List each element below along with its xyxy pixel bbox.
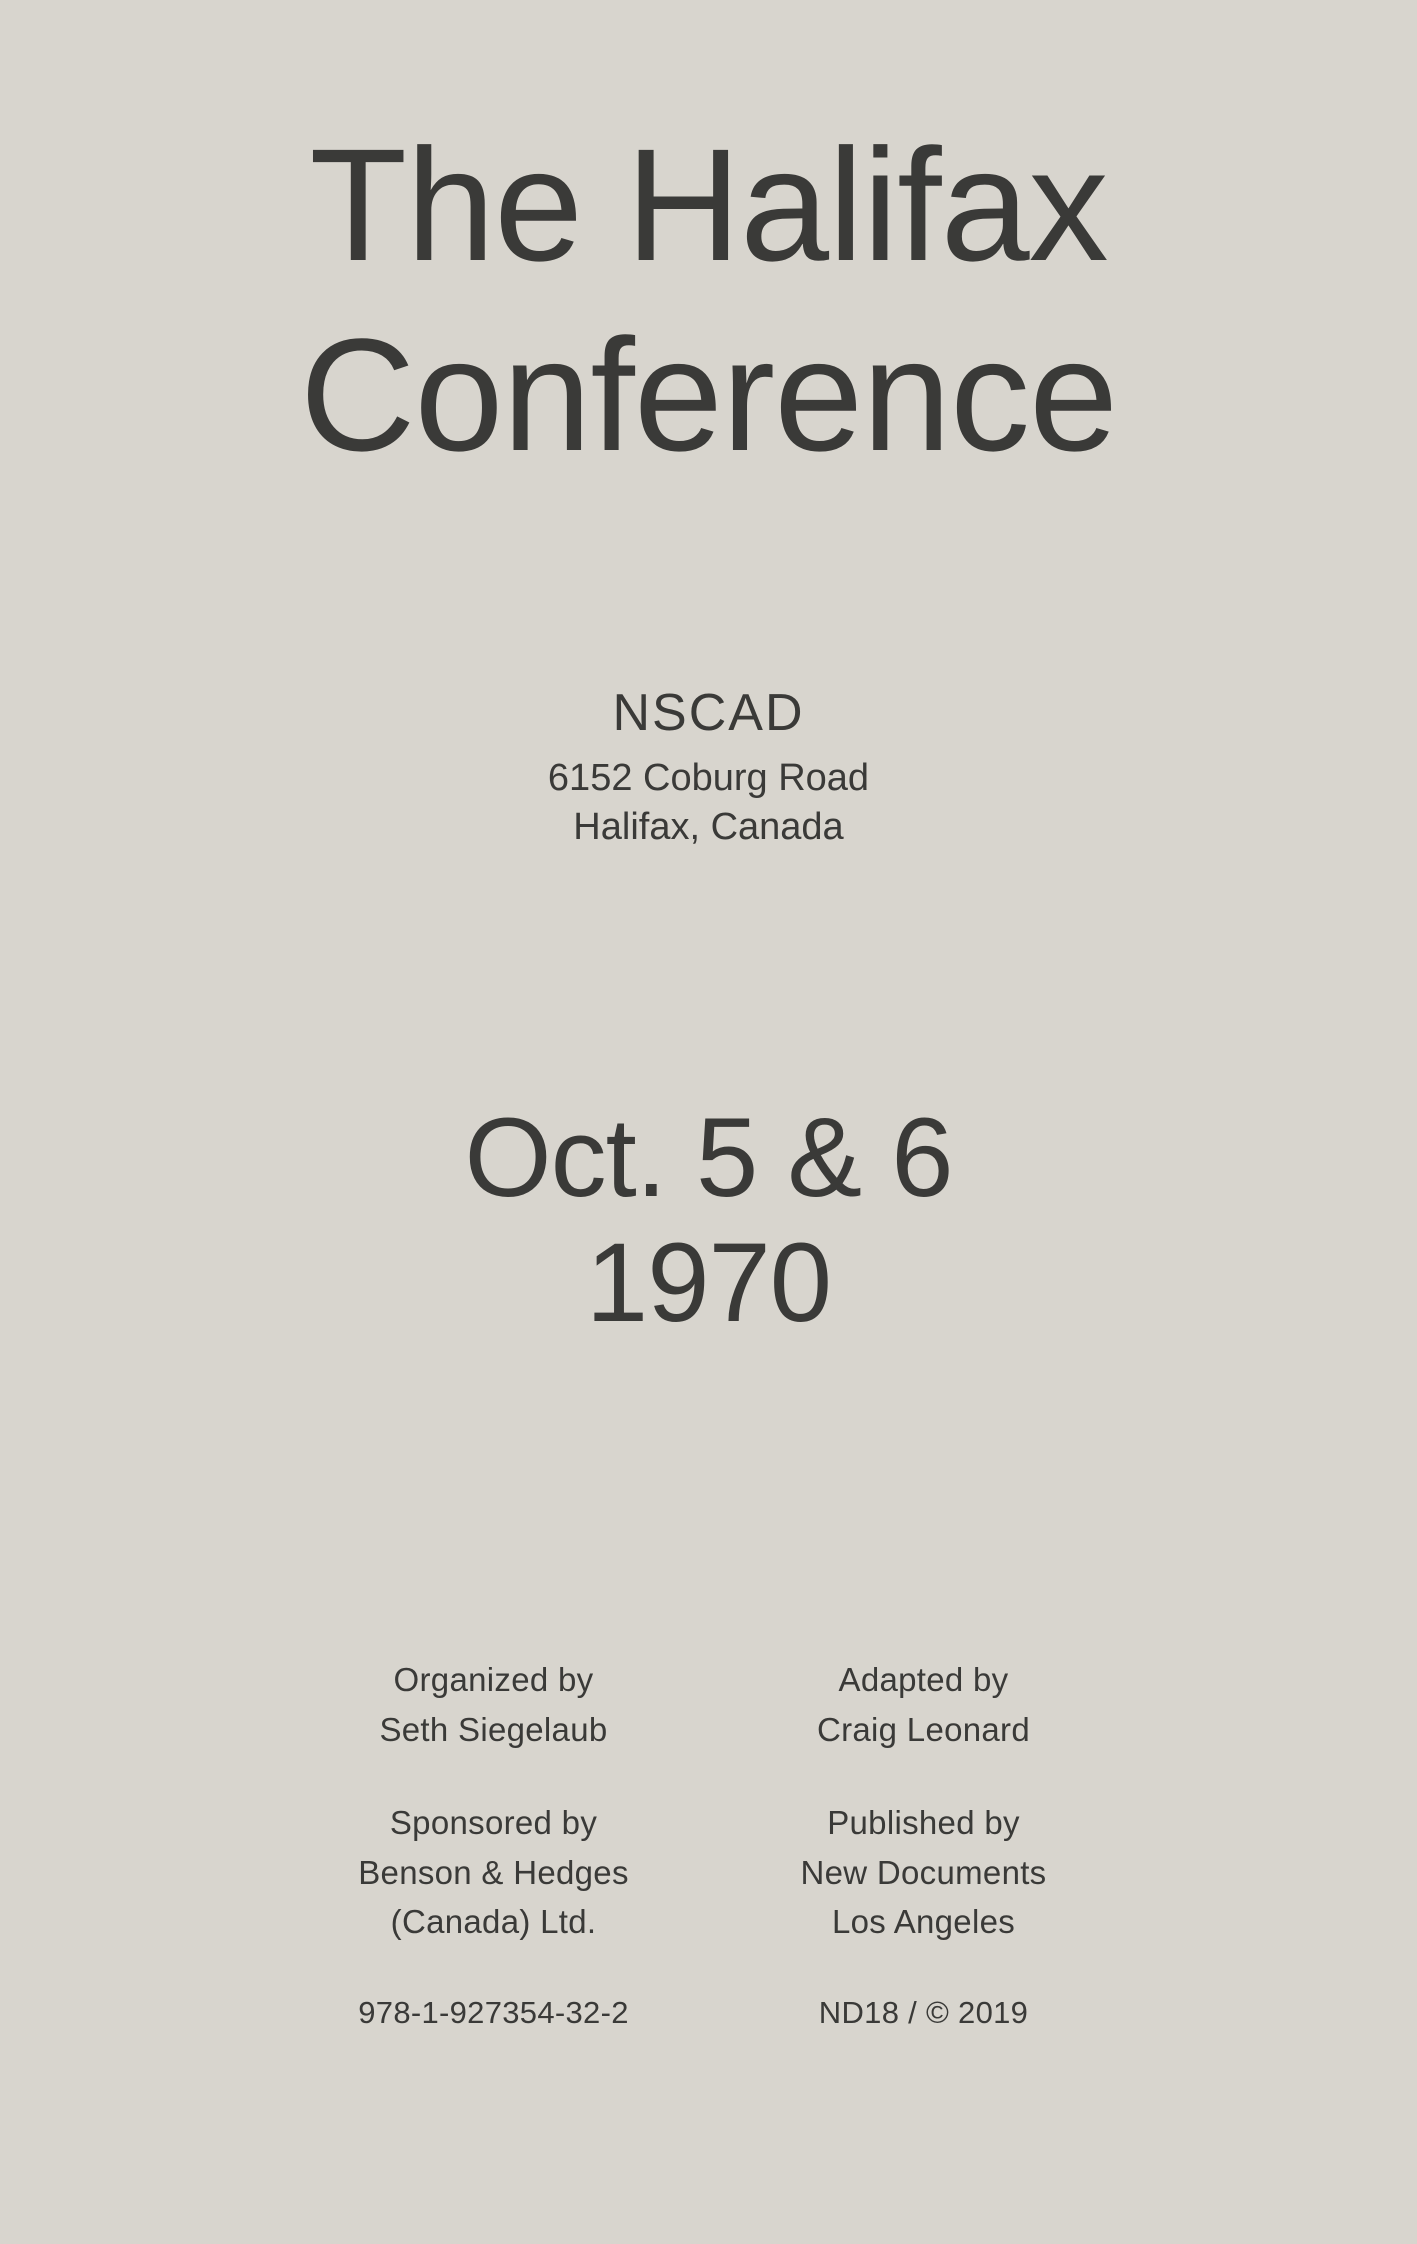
credits-column-left — [324, 1655, 664, 2034]
adapted-by-name: Craig Leonard — [816, 1710, 1031, 1748]
isbn-number: 978-1-927354-32-2 — [358, 1994, 629, 2030]
venue-address: 6152 Coburg Road — [547, 757, 870, 800]
date-line-2: 1970 — [585, 1220, 832, 1346]
credit-group-isbn — [324, 1991, 664, 2034]
published-by-name-1: New Documents — [800, 1853, 1047, 1891]
published-by-name-2: Los Angeles — [831, 1903, 1016, 1940]
published-by-label: Published by — [827, 1804, 1020, 1841]
credits-section — [0, 1655, 1417, 2034]
sponsored-by-label: Sponsored by — [389, 1804, 598, 1841]
venue-city: Halifax, Canada — [573, 805, 844, 848]
page-title-line-1: The Halifax — [309, 115, 1108, 294]
sponsored-by-name-2: (Canada) Ltd. — [390, 1903, 597, 1940]
date-line-1: Oct. 5 & 6 — [464, 1095, 953, 1220]
venue-block — [0, 685, 1417, 851]
organized-by-name: Seth Siegelaub — [379, 1710, 608, 1748]
credit-group-adapted — [754, 1655, 1094, 1754]
credit-group-sponsored — [324, 1798, 664, 1947]
page-title-line-2: Conference — [299, 305, 1118, 484]
credits-column-right — [754, 1655, 1094, 2034]
credit-group-catalog — [754, 1991, 1094, 2034]
adapted-by-label: Adapted by — [838, 1661, 1009, 1698]
credit-group-organized — [324, 1655, 664, 1754]
organized-by-label: Organized by — [393, 1661, 594, 1698]
sponsored-by-name-1: Benson & Hedges — [358, 1853, 629, 1891]
title-block — [0, 115, 1417, 484]
date-block — [0, 1095, 1417, 1346]
credit-group-published — [754, 1798, 1094, 1947]
venue-name: NSCAD — [612, 684, 805, 742]
catalog-number: ND18 / © 2019 — [818, 1994, 1029, 2030]
